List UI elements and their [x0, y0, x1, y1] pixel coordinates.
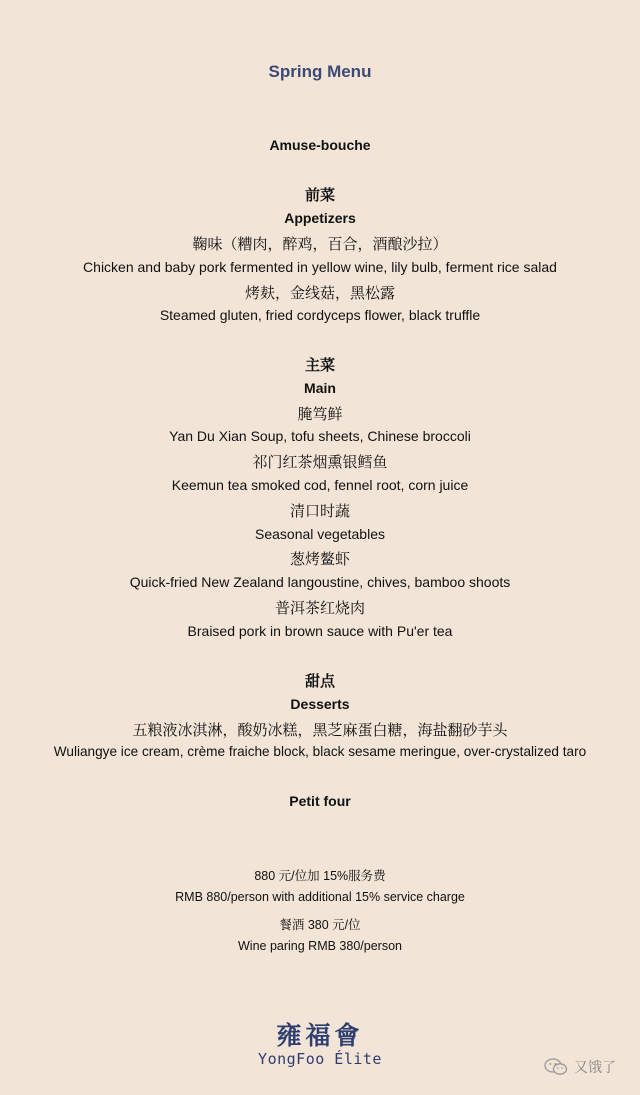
main-zh-heading: 主菜 [304, 356, 335, 374]
price-zh: 880 元/位加 15%服务费 [254, 869, 386, 883]
wechat-icon [544, 1058, 568, 1076]
dish-zh: 葱烤鳌虾 [289, 550, 350, 568]
dish-zh: 烤麸，金线菇，黑松露 [244, 284, 395, 302]
dish-zh: 腌笃鲜 [297, 405, 343, 423]
dish-en: Quick-fried New Zealand langoustine, chives, bamboo shoots [129, 574, 511, 590]
wechat-watermark [544, 1057, 616, 1077]
petit-four-heading: Petit four [289, 793, 351, 809]
menu-title: Spring Menu [268, 62, 372, 81]
wine-price-zh: 餐酒 380 元/位 [279, 918, 361, 932]
dish-en: Chicken and baby pork fermented in yellow wine, lily bulb, ferment rice salad [83, 259, 557, 275]
appetizers-zh-heading: 前菜 [304, 186, 335, 204]
wine-price-en: Wine paring RMB 380/person [238, 939, 402, 953]
dish-en: Steamed gluten, fried cordyceps flower, black truffle [159, 307, 481, 323]
dish-en: Yan Du Xian Soup, tofu sheets, Chinese broccoli [169, 428, 471, 444]
dish-zh: 鞠味（糟肉，醉鸡，百合，酒酿沙拉） [192, 235, 448, 253]
dish-en: Keemun tea smoked cod, fennel root, corn juice [171, 477, 469, 493]
dish-zh: 祁门红茶烟熏银鳕鱼 [252, 453, 388, 471]
main-heading: Main [304, 380, 336, 396]
amuse-bouche-heading: Amuse-bouche [269, 137, 371, 153]
restaurant-logo-en: YongFoo Élite [258, 1050, 382, 1068]
desserts-zh-heading: 甜点 [304, 672, 335, 690]
dish-en: Wuliangye ice cream, crème fraiche block, black sesame meringue, over-crystalized taro [53, 744, 587, 759]
price-en: RMB 880/person with additional 15% service charge [175, 890, 465, 904]
desserts-heading: Desserts [290, 696, 350, 712]
watermark-text: 又饿了 [574, 1060, 616, 1076]
dish-en: Braised pork in brown sauce with Pu'er tea [187, 623, 453, 639]
dish-zh: 普洱茶红烧肉 [274, 599, 365, 617]
appetizers-heading: Appetizers [284, 210, 356, 226]
dish-en: Seasonal vegetables [255, 526, 385, 542]
dish-zh: 五粮液冰淇淋，酸奶冰糕，黑芝麻蛋白糖，海盐翻砂芋头 [132, 721, 508, 739]
restaurant-logo-zh: 雍福會 [276, 1021, 364, 1050]
dish-zh: 清口时蔬 [289, 502, 350, 520]
